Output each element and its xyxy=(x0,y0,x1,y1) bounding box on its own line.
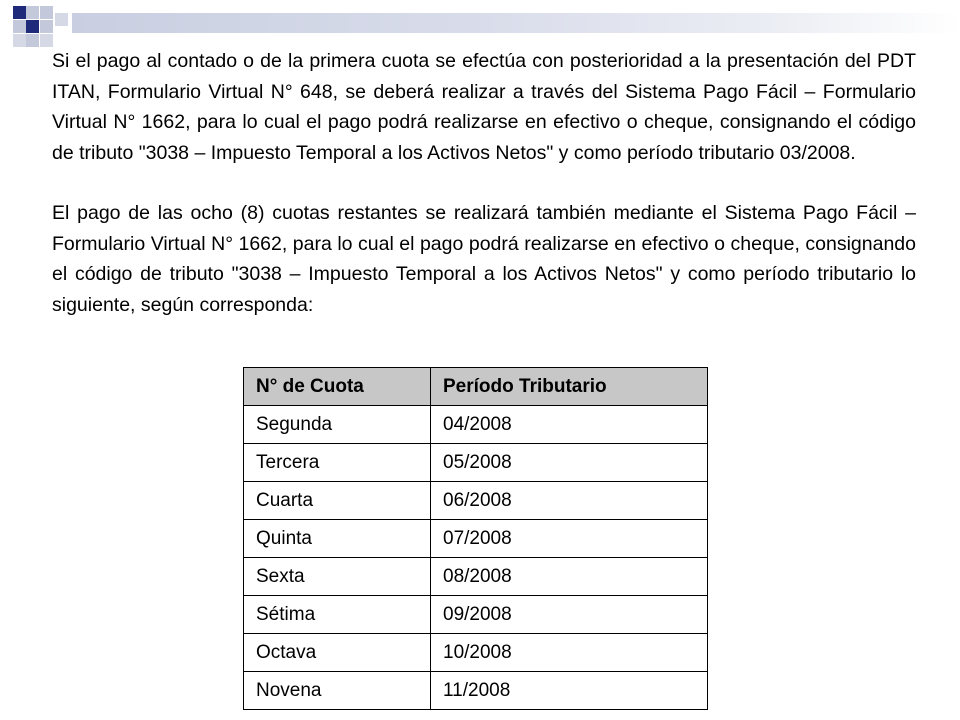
decorative-square xyxy=(55,13,68,26)
cuota-cell: Cuarta xyxy=(244,482,431,520)
decorative-square xyxy=(13,34,26,47)
periodo-cell: 06/2008 xyxy=(431,482,708,520)
decorative-square xyxy=(13,6,26,19)
cuota-cell: Octava xyxy=(244,634,431,672)
cuotas-table xyxy=(243,367,708,710)
decorative-square xyxy=(13,20,26,33)
cuota-cell: Sétima xyxy=(244,596,431,634)
periodo-cell: 04/2008 xyxy=(431,406,708,444)
header-periodo-tributario: Período Tributario xyxy=(431,368,708,406)
periodo-cell: 09/2008 xyxy=(431,596,708,634)
cuota-cell: Sexta xyxy=(244,558,431,596)
table-row xyxy=(244,406,708,444)
cuota-cell: Tercera xyxy=(244,444,431,482)
header-gradient-bar xyxy=(72,13,960,33)
paragraph-primera-cuota: Si el pago al contado o de la primera cuota se efectúa con posterioridad a la presentación del PDT ITAN, Formulario Virtual N° 648, se deberá realizar a través del Sistema Pago Fácil – Formulario Virtual N° 1662, para lo cual el pago podrá realizarse en efectivo o cheque, consignando el código de tributo "3038 – Impuesto Temporal a los Activos Netos" y como período tributario 03/2008. xyxy=(52,50,916,164)
table-row xyxy=(244,444,708,482)
table-row xyxy=(244,520,708,558)
periodo-cell: 07/2008 xyxy=(431,520,708,558)
paragraph-cuotas-restantes: El pago de las ocho (8) cuotas restantes se realizará también mediante el Sistema Pago Fácil – Formulario Virtual N° 1662, para lo cual el pago podrá realizarse en efectivo o cheque, consignando el código de tributo "3038 – Impuesto Temporal a los Activos Netos" y como período tributario lo siguiente, según corresponda: xyxy=(52,202,916,316)
table-row xyxy=(244,596,708,634)
table-row xyxy=(244,672,708,710)
decorative-square xyxy=(26,34,39,47)
periodo-cell: 11/2008 xyxy=(431,672,708,710)
cuota-cell: Segunda xyxy=(244,406,431,444)
cuota-cell: Quinta xyxy=(244,520,431,558)
table-row xyxy=(244,634,708,672)
decorative-square xyxy=(40,6,53,19)
table-row xyxy=(244,558,708,596)
decorative-square xyxy=(26,6,39,19)
periodo-cell: 08/2008 xyxy=(431,558,708,596)
cuota-cell: Novena xyxy=(244,672,431,710)
decorative-square xyxy=(40,20,53,33)
periodo-cell: 05/2008 xyxy=(431,444,708,482)
header-numero-cuota: N° de Cuota xyxy=(244,368,431,406)
table-row xyxy=(244,482,708,520)
periodo-cell: 10/2008 xyxy=(431,634,708,672)
decorative-square xyxy=(26,20,39,33)
table-header-row xyxy=(244,368,708,406)
cuotas-table-container xyxy=(243,367,708,710)
slide-body xyxy=(52,46,916,320)
